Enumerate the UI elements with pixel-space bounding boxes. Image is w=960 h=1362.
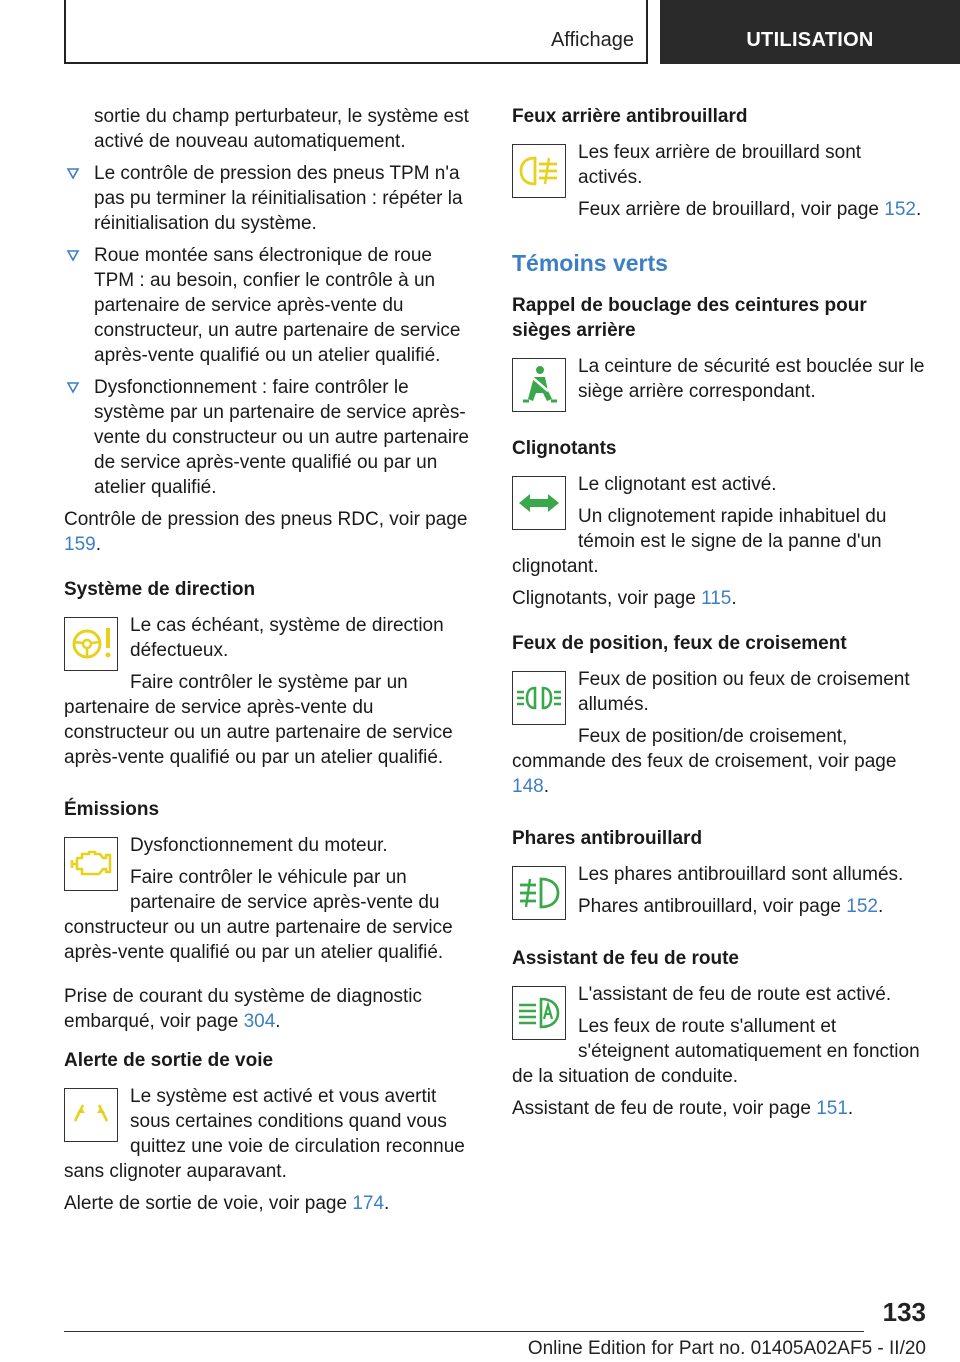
section-heading-belt: Rappel de bouclage des ceintures pour sièges arrière bbox=[512, 295, 867, 341]
steering-warning-icon bbox=[64, 617, 118, 671]
front-fog-text-1: Les phares antibrouillard sont allumés. bbox=[578, 864, 904, 885]
engine-check-icon bbox=[64, 837, 118, 891]
header-chapter-tab[interactable] bbox=[660, 0, 960, 64]
position-light-icon bbox=[512, 671, 566, 725]
section-heading-rear-fog: Feux arrière antibrouillard bbox=[512, 106, 748, 127]
steering-text-2: Faire contrôler le système par un partenaire de service après-vente du constructeur ou un autre partenaire de service après-vente qualifié ou par un atelier qualifié. bbox=[64, 672, 453, 768]
right-column bbox=[512, 104, 928, 1128]
header-section-title: Affichage bbox=[550, 29, 634, 51]
indicator-steering bbox=[64, 613, 476, 770]
page-number: 133 bbox=[882, 1297, 926, 1327]
page-link-152-front[interactable]: 152 bbox=[846, 896, 878, 917]
emissions-text-1: Dysfonctionnement du moteur. bbox=[130, 835, 388, 856]
list-item-text: Le contrôle de pression des pneus TPM n'a pas pu terminer la réinitialisation : répéter la réinitialisation du système. bbox=[94, 163, 463, 234]
steering-text-1: Le cas échéant, système de direction défectueux. bbox=[130, 615, 444, 661]
page-link-151[interactable]: 151 bbox=[816, 1098, 848, 1119]
triangle-bullet-icon bbox=[64, 243, 86, 268]
list-item bbox=[64, 375, 476, 500]
front-fog-light-icon bbox=[512, 866, 566, 920]
page-link-304[interactable]: 304 bbox=[243, 1011, 276, 1032]
position-reference: Feux de position/de croisement, commande des feux de croisement, voir page 148. bbox=[512, 726, 897, 797]
lane-reference: Alerte de sortie de voie, voir page 174. bbox=[64, 1193, 390, 1214]
rear-fog-text-1: Les feux arrière de brouillard sont activés. bbox=[578, 142, 862, 188]
page-link-174[interactable]: 174 bbox=[352, 1193, 385, 1214]
position-text-1: Feux de position ou feux de croisement allumés. bbox=[578, 669, 910, 715]
footer-divider bbox=[64, 1331, 864, 1332]
diagnostic-reference: Prise de courant du système de diagnostic embarqué, voir page 304. bbox=[64, 986, 423, 1032]
lane-departure-icon bbox=[64, 1088, 118, 1142]
indicator-high-beam bbox=[512, 982, 928, 1089]
left-column bbox=[64, 104, 476, 1223]
indicator-lane bbox=[64, 1084, 476, 1184]
triangle-bullet-icon bbox=[64, 161, 86, 186]
section-heading-front-fog: Phares antibrouillard bbox=[512, 828, 703, 849]
section-heading-emissions: Émissions bbox=[64, 799, 160, 820]
section-heading-high-beam: Assistant de feu de route bbox=[512, 948, 739, 969]
lane-text-1: Le système est activé et vous avertit sous certaines conditions quand vous quittez une voie de circulation reconnue sans clignoter auparavant. bbox=[64, 1086, 465, 1182]
list-item-text: Roue montée sans électronique de roue TPM : au besoin, confier le contrôle à un partenaire de service après-vente du constructeur, un autre partenaire de service après-vente qualifié ou un atelier qualifié. bbox=[94, 245, 461, 366]
triangle-bullet-icon bbox=[64, 375, 86, 400]
indicator-rear-fog bbox=[512, 140, 928, 222]
page-link-159[interactable]: 159 bbox=[64, 534, 96, 555]
section-heading-position: Feux de position, feux de croisement bbox=[512, 633, 847, 654]
section-heading-steering: Système de direction bbox=[64, 579, 256, 600]
high-beam-text-2: Les feux de route s'allument et s'éteignent automatiquement en fonction de la situation de conduite. bbox=[512, 1016, 920, 1087]
indicator-front-fog bbox=[512, 862, 928, 919]
continued-text: sortie du champ perturbateur, le système est activé de nouveau automatiquement. bbox=[94, 106, 469, 152]
turn-signal-icon bbox=[512, 476, 566, 530]
page-link-115[interactable]: 115 bbox=[701, 588, 732, 609]
emissions-text-2: Faire contrôler le véhicule par un partenaire de service après-vente du constructeur ou un autre partenaire de service après-vente qualifié ou par un atelier qualifié. bbox=[64, 867, 453, 963]
indicator-emissions bbox=[64, 833, 476, 965]
rear-fog-reference: Feux arrière de brouillard, voir page 152. bbox=[578, 199, 922, 220]
chapter-label: UTILISATION bbox=[746, 29, 874, 51]
high-beam-assist-icon bbox=[512, 986, 566, 1040]
page-link-152[interactable]: 152 bbox=[884, 199, 916, 220]
indicator-turn bbox=[512, 472, 928, 579]
list-item-text: Dysfonctionnement : faire contrôler le système par un partenaire de service après-vente du constructeur ou un autre partenaire de service après-vente qualifié ou par un atelier qualifié. bbox=[94, 377, 469, 498]
front-fog-reference: Phares antibrouillard, voir page 152. bbox=[578, 896, 884, 917]
list-item bbox=[64, 161, 476, 236]
section-heading-green-indicators: Témoins verts bbox=[512, 250, 668, 276]
indicator-position bbox=[512, 667, 928, 799]
page-link-148[interactable]: 148 bbox=[512, 776, 544, 797]
high-beam-text-1: L'assistant de feu de route est activé. bbox=[578, 984, 892, 1005]
turn-text-2: Un clignotement rapide inhabituel du témoin est le signe de la panne d'un clignotant. bbox=[512, 506, 887, 577]
rear-fog-light-icon bbox=[512, 144, 566, 198]
section-heading-lane: Alerte de sortie de voie bbox=[64, 1050, 274, 1071]
rdc-reference: Contrôle de pression des pneus RDC, voir page 159. bbox=[64, 509, 468, 555]
section-heading-turn: Clignotants bbox=[512, 438, 617, 459]
turn-text-1: Le clignotant est activé. bbox=[578, 474, 777, 495]
footer-edition: Online Edition for Part no. 01405A02AF5 - II/20 bbox=[527, 1338, 926, 1359]
turn-reference: Clignotants, voir page 115. bbox=[512, 588, 737, 609]
indicator-belt bbox=[512, 354, 928, 404]
belt-text-1: La ceinture de sécurité est bouclée sur le siège arrière correspondant. bbox=[578, 356, 925, 402]
high-beam-reference: Assistant de feu de route, voir page 151. bbox=[512, 1098, 854, 1119]
seatbelt-icon bbox=[512, 358, 566, 412]
list-item bbox=[64, 243, 476, 368]
